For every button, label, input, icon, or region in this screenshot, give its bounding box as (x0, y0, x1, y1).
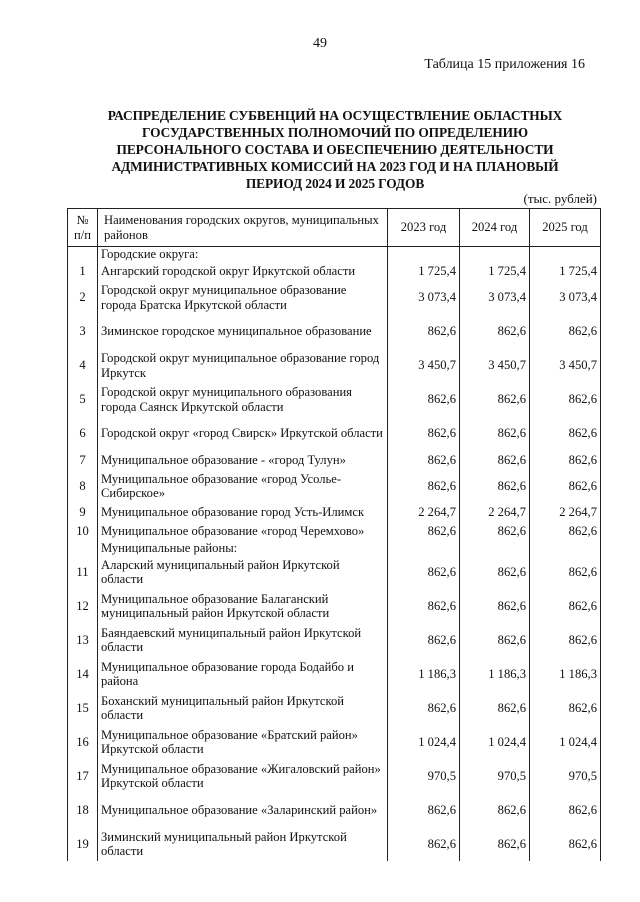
section-empty-cell (388, 247, 460, 263)
section-row (68, 540, 601, 555)
value-2025: 2 264,7 (530, 503, 601, 522)
value-2025: 862,6 (530, 417, 601, 451)
value-2025: 1 186,3 (530, 657, 601, 691)
value-2025: 862,6 (530, 589, 601, 623)
value-2025: 862,6 (530, 793, 601, 827)
value-2023: 862,6 (388, 827, 460, 861)
value-2023: 1 186,3 (388, 657, 460, 691)
row-name: Муниципальное образование города Бодайбо и района (98, 657, 388, 691)
row-name: Баяндаевский муниципальный район Иркутской области (98, 623, 388, 657)
value-2023: 862,6 (388, 589, 460, 623)
value-2024: 3 450,7 (460, 349, 530, 383)
row-number: 16 (68, 725, 98, 759)
table-header-row (68, 209, 601, 247)
value-2024: 862,6 (460, 793, 530, 827)
row-name: Муниципальное образование Балаганский муниципальный район Иркутской области (98, 589, 388, 623)
value-2023: 2 264,7 (388, 503, 460, 522)
row-name: Муниципальное образование «Братский район» Иркутской области (98, 725, 388, 759)
row-number: 1 (68, 262, 98, 281)
table-row (68, 691, 601, 725)
row-name: Муниципальное образование - «город Тулун» (98, 451, 388, 470)
header-num: № п/п (68, 209, 98, 247)
row-name: Муниципальное образование город Усть-Илимск (98, 503, 388, 522)
value-2023: 862,6 (388, 383, 460, 417)
table-row (68, 555, 601, 589)
row-name: Городской округ муниципального образования города Саянск Иркутской области (98, 383, 388, 417)
value-2023: 3 073,4 (388, 281, 460, 315)
value-2024: 862,6 (460, 469, 530, 503)
value-2023: 970,5 (388, 759, 460, 793)
value-2023: 862,6 (388, 451, 460, 470)
value-2023: 862,6 (388, 555, 460, 589)
row-name: Городской округ «город Свирск» Иркутской области (98, 417, 388, 451)
value-2025: 862,6 (530, 383, 601, 417)
section-num-cell (68, 247, 98, 263)
table-row (68, 759, 601, 793)
row-number: 12 (68, 589, 98, 623)
units-label: (тыс. рублей) (523, 191, 597, 206)
row-number: 5 (68, 383, 98, 417)
value-2024: 862,6 (460, 315, 530, 349)
table-row (68, 281, 601, 315)
section-empty-cell (388, 540, 460, 555)
value-2024: 1 725,4 (460, 262, 530, 281)
value-2025: 862,6 (530, 827, 601, 861)
value-2024: 862,6 (460, 827, 530, 861)
value-2024: 862,6 (460, 417, 530, 451)
table-row (68, 522, 601, 541)
section-empty-cell (460, 247, 530, 263)
row-name: Муниципальное образование «Заларинский район» (98, 793, 388, 827)
row-number: 17 (68, 759, 98, 793)
section-empty-cell (460, 540, 530, 555)
value-2023: 862,6 (388, 469, 460, 503)
row-name: Зиминский муниципальный район Иркутской области (98, 827, 388, 861)
header-2025: 2025 год (530, 209, 601, 247)
value-2023: 862,6 (388, 691, 460, 725)
value-2025: 862,6 (530, 315, 601, 349)
table-row (68, 451, 601, 470)
value-2025: 3 073,4 (530, 281, 601, 315)
value-2024: 862,6 (460, 522, 530, 541)
value-2023: 1 024,4 (388, 725, 460, 759)
row-number: 6 (68, 417, 98, 451)
row-name: Муниципальное образование «город Черемхово» (98, 522, 388, 541)
value-2025: 862,6 (530, 623, 601, 657)
page-number: 49 (313, 36, 327, 51)
table-row (68, 383, 601, 417)
value-2025: 862,6 (530, 522, 601, 541)
row-name: Муниципальное образование «город Усолье-Сибирское» (98, 469, 388, 503)
table-row (68, 827, 601, 861)
value-2024: 862,6 (460, 623, 530, 657)
value-2023: 1 725,4 (388, 262, 460, 281)
document-title: РАСПРЕДЕЛЕНИЕ СУБВЕНЦИЙ НА ОСУЩЕСТВЛЕНИЕ ОБЛАСТНЫХ ГОСУДАРСТВЕННЫХ ПОЛНОМОЧИЙ ПО ОПРЕДЕЛЕНИЮ ПЕРСОНАЛЬНОГО СОСТАВА И ОБЕСПЕЧЕНИЮ ДЕЯТЕЛЬНОСТИ АДМИНИСТРАТИВНЫХ КОМИССИЙ НА 2023 ГОД И НА ПЛАНОВЫЙ ПЕРИОД 2024 И 2025 ГОДОВ (107, 108, 563, 191)
row-number: 13 (68, 623, 98, 657)
row-number: 14 (68, 657, 98, 691)
row-number: 2 (68, 281, 98, 315)
row-number: 18 (68, 793, 98, 827)
value-2024: 1 186,3 (460, 657, 530, 691)
row-number: 11 (68, 555, 98, 589)
row-name: Аларский муниципальный район Иркутской области (98, 555, 388, 589)
section-empty-cell (530, 247, 601, 263)
subventions-table (67, 208, 601, 861)
row-number: 9 (68, 503, 98, 522)
value-2025: 862,6 (530, 469, 601, 503)
value-2024: 862,6 (460, 383, 530, 417)
value-2023: 862,6 (388, 623, 460, 657)
table-body (68, 247, 601, 862)
section-empty-cell (530, 540, 601, 555)
value-2025: 970,5 (530, 759, 601, 793)
value-2024: 970,5 (460, 759, 530, 793)
value-2024: 862,6 (460, 589, 530, 623)
value-2025: 862,6 (530, 555, 601, 589)
table-row (68, 589, 601, 623)
header-2024: 2024 год (460, 209, 530, 247)
value-2025: 862,6 (530, 451, 601, 470)
row-number: 19 (68, 827, 98, 861)
row-name: Боханский муниципальный район Иркутской области (98, 691, 388, 725)
value-2023: 862,6 (388, 417, 460, 451)
value-2023: 862,6 (388, 522, 460, 541)
row-name: Зиминское городское муниципальное образование (98, 315, 388, 349)
table-row (68, 349, 601, 383)
table-row (68, 793, 601, 827)
value-2024: 1 024,4 (460, 725, 530, 759)
value-2024: 862,6 (460, 451, 530, 470)
value-2025: 1 024,4 (530, 725, 601, 759)
row-name: Ангарский городской округ Иркутской области (98, 262, 388, 281)
row-number: 8 (68, 469, 98, 503)
table-row (68, 469, 601, 503)
value-2025: 1 725,4 (530, 262, 601, 281)
table-row (68, 417, 601, 451)
header-name: Наименования городских округов, муниципальных районов (98, 209, 388, 247)
value-2024: 862,6 (460, 691, 530, 725)
value-2023: 862,6 (388, 315, 460, 349)
value-2024: 862,6 (460, 555, 530, 589)
value-2025: 3 450,7 (530, 349, 601, 383)
table-row (68, 657, 601, 691)
table-row (68, 623, 601, 657)
section-num-cell (68, 540, 98, 555)
row-name: Городской округ муниципальное образование город Иркутск (98, 349, 388, 383)
value-2024: 3 073,4 (460, 281, 530, 315)
row-name: Муниципальное образование «Жигаловский район» Иркутской области (98, 759, 388, 793)
section-row (68, 247, 601, 263)
value-2024: 2 264,7 (460, 503, 530, 522)
value-2023: 862,6 (388, 793, 460, 827)
table-row (68, 503, 601, 522)
row-number: 3 (68, 315, 98, 349)
row-number: 7 (68, 451, 98, 470)
section-label: Городские округа: (98, 247, 388, 263)
row-name: Городской округ муниципальное образование города Братска Иркутской области (98, 281, 388, 315)
table-row (68, 315, 601, 349)
table-reference: Таблица 15 приложения 16 (424, 57, 585, 72)
value-2023: 3 450,7 (388, 349, 460, 383)
row-number: 15 (68, 691, 98, 725)
header-2023: 2023 год (388, 209, 460, 247)
value-2025: 862,6 (530, 691, 601, 725)
row-number: 4 (68, 349, 98, 383)
section-label: Муниципальные районы: (98, 540, 388, 555)
table-row (68, 262, 601, 281)
table-row (68, 725, 601, 759)
row-number: 10 (68, 522, 98, 541)
